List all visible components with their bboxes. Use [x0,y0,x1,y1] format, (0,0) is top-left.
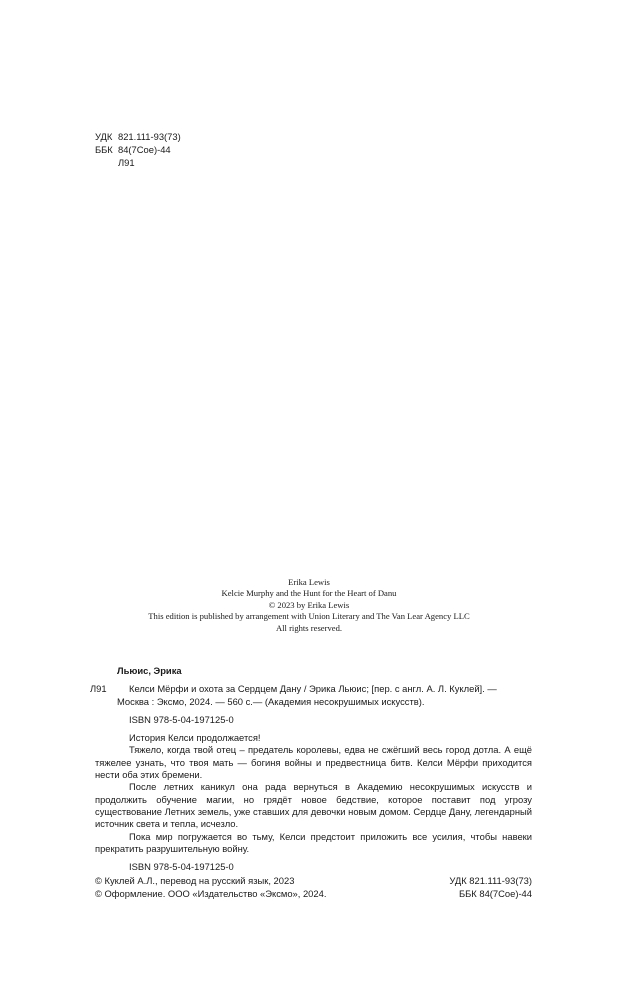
original-title: Kelcie Murphy and the Hunt for the Heart of Danu [221,588,397,599]
card-entry-line1: Келси Мёрфи и охота за Сердцем Дану / Эрика Льюис; [пер. с англ. А. Л. Куклей]. — [129,683,497,695]
card-entry [90,683,532,695]
rights-block [60,577,558,634]
bbk-row [95,143,181,156]
annotation-paragraph: История Келси продолжается! [129,732,261,744]
udk-value: 821.111-93(73) [118,131,181,142]
bottom-imprint [95,874,532,900]
classification-codes [95,130,181,170]
bottom-codes [449,874,532,900]
bbk-label: ББК [95,144,113,156]
annotation-paragraph: Пока мир погружается во тьму, Келси предстоит приложить все усилия, чтобы навеки прекратить разрушительную войну. [95,830,532,854]
bbk-value: 84(7Сое)-44 [118,144,171,156]
author-sign: Л91 [118,157,135,169]
annotation [95,732,532,855]
original-author: Erika Lewis [288,577,330,587]
translation-copyright: © Куклей А.Л., перевод на русский язык, 2023 [95,875,295,886]
bibliographic-card [90,665,532,873]
udk-row [95,130,181,143]
card-author-heading: Льюис, Эрика [117,665,182,676]
card-isbn-repeat: ISBN 978-5-04-197125-0 [129,861,234,873]
annotation-paragraph: Тяжело, когда твой отец – предатель королевы, едва не сжёгший весь город дотла. А ещё тяжелее узнать, что твоя мать — богиня войны и предвестница битв. Келси Мёрфи приходится нести оба этих бремени. [95,744,532,781]
udk-label: УДК [95,131,113,142]
design-copyright: © Оформление. ООО «Издательство «Эксмо», 2024. [95,888,327,900]
copyright-notices [95,874,326,900]
author-sign-row [95,156,181,169]
card-author-sign: Л91 [90,683,107,695]
card-entry-line2: Москва : Эксмо, 2024. — 560 с.— (Академия несокрушимых искусств). [117,695,425,707]
bottom-udk: УДК 821.111-93(73) [449,875,532,886]
annotation-paragraph: После летних каникул она рада вернуться в Академию несокрушимых искусств и продолжить обучение магии, но грядёт новое бедствие, которое поставит под угрозу существование Летних земель, уже ставших для девочки новым домом. Сердце Дану, легендарный источник света и тепла, исчезло. [95,781,532,830]
bottom-bbk: ББК 84(7Сое)-44 [458,888,532,900]
card-isbn: ISBN 978-5-04-197125-0 [129,713,234,725]
original-copyright: © 2023 by Erika Lewis [268,599,350,610]
arrangement-note: This edition is published by arrangement with Union Literary and The Van Lear Agency LLC [148,611,470,622]
all-rights-reserved: All rights reserved. [275,622,343,633]
